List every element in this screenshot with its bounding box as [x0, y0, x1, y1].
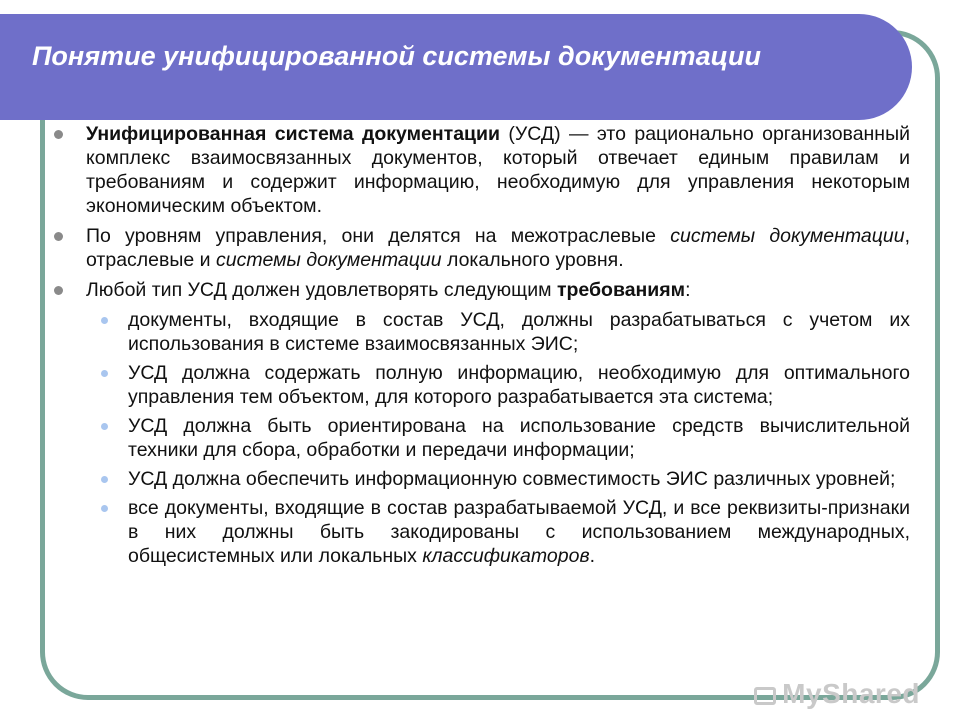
bullet-dot-icon: [54, 130, 63, 139]
sub-bullet-text: УСД должна быть ориентирована на использование средств вычислительной техники для сбора, обработки и передачи информации;: [128, 415, 910, 461]
bullet-item: [52, 224, 910, 272]
bullet-text: По уровням управления, они делятся на межотраслевые: [86, 225, 671, 247]
sub-bullet-dot-icon: [101, 476, 108, 483]
sub-bullet-dot-icon: [101, 370, 108, 377]
sub-bullet-text: все документы, входящие в состав разрабатываемой УСД, и все реквизиты-признаки в них должны быть закодированы с использованием международных, общесистемных или локальных: [128, 497, 910, 567]
italic-term: системы документации: [670, 225, 905, 247]
bullet-text: локального уровня.: [441, 249, 624, 271]
slide-content: [52, 122, 910, 573]
bullet-text: , отраслевые и: [86, 225, 910, 271]
sub-bullet-item: [52, 414, 910, 462]
bold-term: требованиям: [556, 279, 686, 301]
bold-term: Унифицированная система документации: [86, 123, 500, 145]
title-bar: [0, 14, 912, 120]
bullet-text: Любой тип УСД должен удовлетворять следующим: [86, 279, 557, 301]
bullet-item: [52, 278, 910, 302]
watermark-text: MyShared: [782, 678, 920, 709]
bullet-text: :: [685, 279, 691, 301]
sub-bullet-list: [52, 308, 910, 568]
sub-bullet-text: документы, входящие в состав УСД, должны разрабатываться с учетом их использования в системе взаимосвязанных ЭИС;: [128, 309, 910, 355]
sub-bullet-text: .: [589, 545, 596, 567]
bullet-item: [52, 122, 910, 218]
watermark: [754, 678, 920, 710]
bullet-text: (УСД) — это рационально организованный комплекс взаимосвязанных документов, который отвечает единым правилам и требованиям и содержит информацию, необходимую для управления некоторым экономическим объектом.: [86, 123, 910, 217]
slide-title: Понятие унифицированной системы документации: [32, 41, 762, 71]
sub-bullet-item: [52, 467, 910, 491]
sub-bullet-item: [52, 308, 910, 356]
presentation-icon: [754, 687, 776, 705]
sub-bullet-text: УСД должна обеспечить информационную совместимость ЭИС различных уровней;: [128, 468, 896, 490]
italic-term: классификаторов: [422, 545, 590, 567]
bullet-dot-icon: [54, 286, 63, 295]
sub-bullet-dot-icon: [101, 505, 108, 512]
sub-bullet-dot-icon: [101, 317, 108, 324]
sub-bullet-text: УСД должна содержать полную информацию, необходимую для оптимального управления тем объектом, для которого разрабатывается эта система;: [128, 362, 910, 408]
bullet-list: [52, 122, 910, 302]
sub-bullet-item: [52, 496, 910, 568]
italic-term: системы документации: [215, 249, 442, 271]
sub-bullet-item: [52, 361, 910, 409]
bullet-dot-icon: [54, 232, 63, 241]
sub-bullet-dot-icon: [101, 423, 108, 430]
